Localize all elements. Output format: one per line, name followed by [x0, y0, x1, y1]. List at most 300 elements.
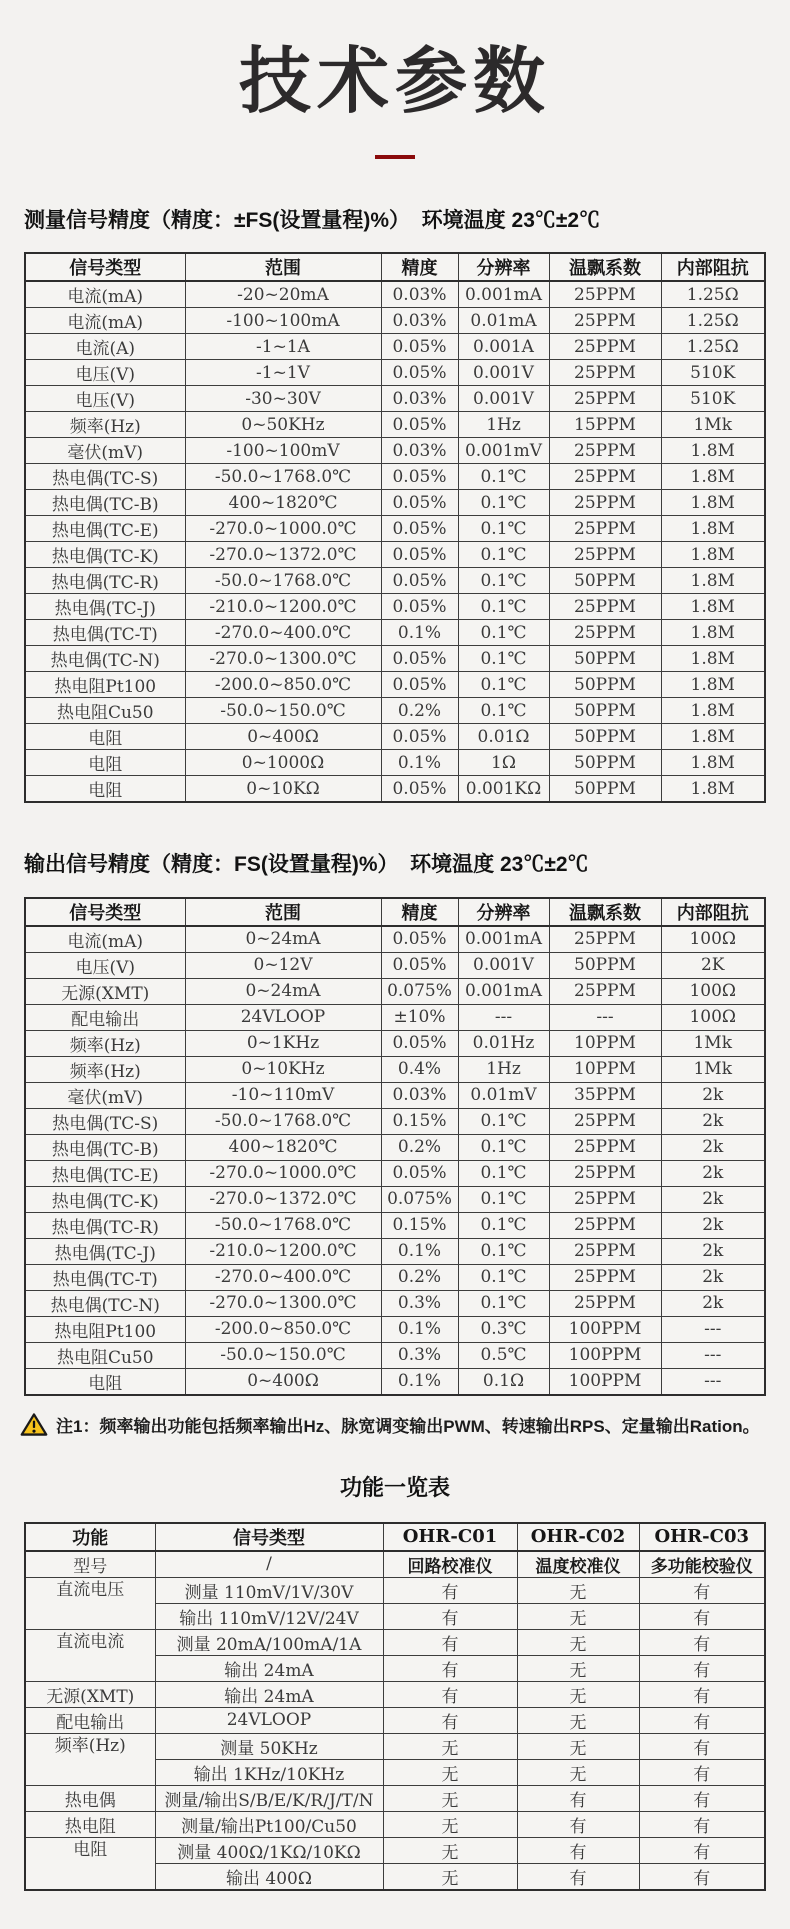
- table-cell: 有: [639, 1837, 765, 1863]
- table-row: [25, 386, 765, 412]
- table-row: [25, 334, 765, 360]
- table-cell: 0.05%: [381, 490, 458, 516]
- column-header: 信号类型: [25, 253, 185, 281]
- table-row: [25, 1160, 765, 1186]
- table-cell: 有: [639, 1681, 765, 1707]
- table-cell: 0.1%: [381, 1316, 458, 1342]
- table-cell: 2k: [661, 1186, 765, 1212]
- table-cell: -100~100mV: [185, 438, 381, 464]
- table-cell: 2k: [661, 1212, 765, 1238]
- table-cell: ---: [661, 1316, 765, 1342]
- column-header: 内部阻抗: [661, 253, 765, 281]
- header-row: [25, 253, 765, 281]
- table-cell: 0.05%: [381, 360, 458, 386]
- table-cell: 0.03%: [381, 308, 458, 334]
- table-cell: 0.001mA: [458, 978, 549, 1004]
- table-cell: 1Hz: [458, 1056, 549, 1082]
- table-cell: 2k: [661, 1082, 765, 1108]
- table-cell: 有: [639, 1577, 765, 1603]
- table-cell: 热电偶(TC-R): [25, 568, 185, 594]
- table-cell: 2k: [661, 1290, 765, 1316]
- table-cell: 有: [639, 1655, 765, 1681]
- table-cell: -210.0~1200.0℃: [185, 1238, 381, 1264]
- table-cell: 2k: [661, 1238, 765, 1264]
- table-cell: 热电偶(TC-R): [25, 1212, 185, 1238]
- table-row: [25, 1785, 765, 1811]
- table-cell: 0~24mA: [185, 926, 381, 953]
- table-cell: 0.075%: [381, 978, 458, 1004]
- table-row: [25, 464, 765, 490]
- table-row: [25, 1811, 765, 1837]
- table-cell: 有: [383, 1681, 517, 1707]
- table-cell: 有: [383, 1577, 517, 1603]
- table-cell: 25PPM: [549, 978, 661, 1004]
- table-cell: 毫伏(mV): [25, 438, 185, 464]
- table-cell: 测量 20mA/100mA/1A: [155, 1629, 383, 1655]
- table-cell: 0.1℃: [458, 1134, 549, 1160]
- table-cell: 有: [517, 1837, 639, 1863]
- table-cell: 0.3℃: [458, 1316, 549, 1342]
- table-cell: 热电偶(TC-E): [25, 1160, 185, 1186]
- table-cell: 热电偶(TC-J): [25, 1238, 185, 1264]
- table-cell: 电压(V): [25, 360, 185, 386]
- table-row: [25, 1316, 765, 1342]
- warning-triangle-icon: [20, 1412, 48, 1437]
- table-cell: -50.0~1768.0℃: [185, 1212, 381, 1238]
- table-cell: 无源(XMT): [25, 1681, 155, 1707]
- table-cell: 0~400Ω: [185, 724, 381, 750]
- header-row: [25, 1523, 765, 1551]
- table-row: [25, 412, 765, 438]
- table-cell: 0.3%: [381, 1290, 458, 1316]
- column-header: 信号类型: [25, 898, 185, 926]
- table-cell: 0~400Ω: [185, 1368, 381, 1395]
- table-row: [25, 281, 765, 308]
- table-row: [25, 724, 765, 750]
- table-row: [25, 952, 765, 978]
- table-row: [25, 1551, 765, 1578]
- table-cell: 无源(XMT): [25, 978, 185, 1004]
- table-cell: 热电偶(TC-N): [25, 646, 185, 672]
- table-cell: 热电阻Cu50: [25, 1342, 185, 1368]
- column-header: 温飘系数: [549, 898, 661, 926]
- table-cell: 输出 400Ω: [155, 1863, 383, 1890]
- table-cell: 100Ω: [661, 978, 765, 1004]
- table-cell: 1.8M: [661, 620, 765, 646]
- table-cell: 无: [517, 1603, 639, 1629]
- table-cell: 1.8M: [661, 464, 765, 490]
- table-cell: -270.0~400.0℃: [185, 1264, 381, 1290]
- table-cell: 0.05%: [381, 464, 458, 490]
- column-header: 范围: [185, 898, 381, 926]
- table-cell: 25PPM: [549, 1134, 661, 1160]
- table-cell: 型号: [25, 1551, 155, 1578]
- table-row: [25, 1212, 765, 1238]
- table-cell: 1.8M: [661, 672, 765, 698]
- table-row: [25, 750, 765, 776]
- table-cell: -10~110mV: [185, 1082, 381, 1108]
- table-cell: 频率(Hz): [25, 1030, 185, 1056]
- table-cell: 配电输出: [25, 1707, 155, 1733]
- table-cell: 0.075%: [381, 1186, 458, 1212]
- table-cell: 有: [383, 1603, 517, 1629]
- table-cell: -270.0~400.0℃: [185, 620, 381, 646]
- table-cell: 0.4%: [381, 1056, 458, 1082]
- table-cell: 无: [517, 1733, 639, 1759]
- table-cell: 0.05%: [381, 334, 458, 360]
- table-row: [25, 776, 765, 803]
- table-cell: 0.3%: [381, 1342, 458, 1368]
- table-cell: 无: [383, 1811, 517, 1837]
- table-cell: 0.001KΩ: [458, 776, 549, 803]
- table-cell: -200.0~850.0℃: [185, 672, 381, 698]
- table-cell: 1.25Ω: [661, 308, 765, 334]
- table-cell: 0.1℃: [458, 1160, 549, 1186]
- table-cell: 0.05%: [381, 516, 458, 542]
- table-cell: 电流(mA): [25, 308, 185, 334]
- table-cell: 电压(V): [25, 952, 185, 978]
- table-cell: 50PPM: [549, 646, 661, 672]
- table-cell: 无: [383, 1759, 517, 1785]
- table-cell: 25PPM: [549, 281, 661, 308]
- table-cell: 1.8M: [661, 594, 765, 620]
- table-row: [25, 542, 765, 568]
- table-cell: 有: [517, 1811, 639, 1837]
- table-cell: 100Ω: [661, 926, 765, 953]
- table-cell: 无: [383, 1837, 517, 1863]
- table-cell: 电压(V): [25, 386, 185, 412]
- table-cell: 400~1820℃: [185, 490, 381, 516]
- table-cell: 电流(A): [25, 334, 185, 360]
- table-cell: 0.001A: [458, 334, 549, 360]
- table-cell: 0.1℃: [458, 1212, 549, 1238]
- table-cell: 0.05%: [381, 542, 458, 568]
- table-cell: 25PPM: [549, 1186, 661, 1212]
- table-cell: 多功能校验仪: [639, 1551, 765, 1578]
- table-cell: 0.001V: [458, 386, 549, 412]
- table-cell: 25PPM: [549, 360, 661, 386]
- table-row: [25, 360, 765, 386]
- table-cell: 100Ω: [661, 1004, 765, 1030]
- table-cell: 有: [383, 1629, 517, 1655]
- table-cell: -270.0~1300.0℃: [185, 646, 381, 672]
- column-header: OHR-C02: [517, 1523, 639, 1551]
- table-cell: 0.001V: [458, 952, 549, 978]
- table-cell: ---: [661, 1342, 765, 1368]
- table-cell: 1Mk: [661, 1030, 765, 1056]
- table-cell: 0.05%: [381, 412, 458, 438]
- table-cell: 热电偶(TC-J): [25, 594, 185, 620]
- table-cell: 有: [639, 1811, 765, 1837]
- table-cell: 电阻: [25, 724, 185, 750]
- table-row: [25, 698, 765, 724]
- table-cell: 1Hz: [458, 412, 549, 438]
- table-cell: 100PPM: [549, 1342, 661, 1368]
- table-cell: 50PPM: [549, 568, 661, 594]
- table-cell: 热电偶(TC-T): [25, 1264, 185, 1290]
- table-cell: 0.03%: [381, 281, 458, 308]
- table-cell: 1Ω: [458, 750, 549, 776]
- table-cell: 输出 24mA: [155, 1655, 383, 1681]
- table-row: [25, 1056, 765, 1082]
- table-cell: 0.05%: [381, 1030, 458, 1056]
- table-cell: 无: [383, 1863, 517, 1890]
- column-header: 功能: [25, 1523, 155, 1551]
- table-cell: 0.1℃: [458, 646, 549, 672]
- table-row: [25, 1186, 765, 1212]
- table-cell: 50PPM: [549, 698, 661, 724]
- table-cell: -50.0~150.0℃: [185, 1342, 381, 1368]
- table-cell: -50.0~1768.0℃: [185, 1108, 381, 1134]
- table-cell: 回路校准仪: [383, 1551, 517, 1578]
- note-text: 注1：频率输出功能包括频率输出Hz、脉宽调变输出PWM、转速输出RPS、定量输出Ration。: [56, 1416, 760, 1436]
- table-cell: 0.01Ω: [458, 724, 549, 750]
- page-title: 技术参数: [238, 42, 551, 122]
- table-cell: 25PPM: [549, 1238, 661, 1264]
- table-cell: 热电偶(TC-K): [25, 1186, 185, 1212]
- table-cell: 热电偶(TC-B): [25, 1134, 185, 1160]
- table-cell: 电阻: [25, 750, 185, 776]
- table-cell: 0.1%: [381, 620, 458, 646]
- table-cell: -50.0~150.0℃: [185, 698, 381, 724]
- table-cell: 0.15%: [381, 1212, 458, 1238]
- column-header: 分辨率: [458, 253, 549, 281]
- table-cell: ---: [458, 1004, 549, 1030]
- table-cell: 有: [639, 1863, 765, 1890]
- function-list-heading: 功能一览表: [339, 1474, 450, 1500]
- table-row: [25, 1134, 765, 1160]
- table-cell: 50PPM: [549, 952, 661, 978]
- table-cell: 热电偶(TC-S): [25, 1108, 185, 1134]
- table-cell: 1.8M: [661, 646, 765, 672]
- table-cell: 0.1℃: [458, 672, 549, 698]
- table-cell: 25PPM: [549, 594, 661, 620]
- table-cell: -270.0~1372.0℃: [185, 1186, 381, 1212]
- merged-cell: 直流电流: [25, 1629, 155, 1681]
- table-cell: 0.01Hz: [458, 1030, 549, 1056]
- table-cell: 0.1℃: [458, 542, 549, 568]
- table-cell: 0.2%: [381, 1134, 458, 1160]
- output-accuracy-heading: 输出信号精度（精度：FS(设置量程)%） 环境温度 23℃±2℃: [24, 853, 589, 877]
- table-cell: 热电阻Cu50: [25, 698, 185, 724]
- table-cell: 50PPM: [549, 672, 661, 698]
- table-cell: 10PPM: [549, 1056, 661, 1082]
- table-cell: 510K: [661, 386, 765, 412]
- table-cell: 电阻: [25, 1368, 185, 1395]
- table-row: [25, 1368, 765, 1395]
- table-row: [25, 1238, 765, 1264]
- table-cell: 0.1℃: [458, 490, 549, 516]
- table-cell: 25PPM: [549, 438, 661, 464]
- merged-cell: 电阻: [25, 1837, 155, 1890]
- column-header: 温飘系数: [549, 253, 661, 281]
- table-cell: 25PPM: [549, 386, 661, 412]
- function-list-table: [24, 1522, 766, 1891]
- table-cell: 无: [517, 1577, 639, 1603]
- table-cell: -200.0~850.0℃: [185, 1316, 381, 1342]
- table-row: [25, 568, 765, 594]
- table-cell: 0.1℃: [458, 1290, 549, 1316]
- table-cell: 0.5℃: [458, 1342, 549, 1368]
- table-cell: 0.1Ω: [458, 1368, 549, 1395]
- table-cell: 热电偶(TC-N): [25, 1290, 185, 1316]
- table-cell: 0.05%: [381, 594, 458, 620]
- table-row: [25, 308, 765, 334]
- table-cell: 0.05%: [381, 926, 458, 953]
- table-cell: 测量 110mV/1V/30V: [155, 1577, 383, 1603]
- measurement-accuracy-heading: 测量信号精度（精度：±FS(设置量程)%） 环境温度 23℃±2℃: [24, 209, 601, 233]
- table-cell: 35PPM: [549, 1082, 661, 1108]
- title-divider: [375, 155, 415, 159]
- table-cell: 1.8M: [661, 750, 765, 776]
- table-cell: 1.25Ω: [661, 334, 765, 360]
- header-row: [25, 898, 765, 926]
- table-row: [25, 1030, 765, 1056]
- table-row: [25, 1082, 765, 1108]
- table-cell: 配电输出: [25, 1004, 185, 1030]
- table-cell: -210.0~1200.0℃: [185, 594, 381, 620]
- table-cell: 无: [517, 1759, 639, 1785]
- table-cell: -30~30V: [185, 386, 381, 412]
- table-cell: 热电偶(TC-T): [25, 620, 185, 646]
- table-cell: 电流(mA): [25, 926, 185, 953]
- table-cell: 400~1820℃: [185, 1134, 381, 1160]
- table-cell: 0.05%: [381, 568, 458, 594]
- table-cell: -270.0~1000.0℃: [185, 1160, 381, 1186]
- table-cell: 有: [639, 1759, 765, 1785]
- column-header: 精度: [381, 898, 458, 926]
- table-cell: -1~1A: [185, 334, 381, 360]
- table-cell: 0.03%: [381, 1082, 458, 1108]
- table-row: [25, 1707, 765, 1733]
- table-row: [25, 646, 765, 672]
- table-cell: 无: [517, 1629, 639, 1655]
- table-cell: ±10%: [381, 1004, 458, 1030]
- table-cell: 0~24mA: [185, 978, 381, 1004]
- table-cell: 0.05%: [381, 776, 458, 803]
- table-cell: 1.8M: [661, 698, 765, 724]
- table-row: [25, 1629, 765, 1655]
- table-cell: 1.8M: [661, 568, 765, 594]
- merged-cell: 频率(Hz): [25, 1733, 155, 1785]
- table-cell: 2k: [661, 1264, 765, 1290]
- table-cell: 热电偶(TC-S): [25, 464, 185, 490]
- table-row: [25, 1290, 765, 1316]
- table-cell: 0.001mA: [458, 926, 549, 953]
- table-cell: 2K: [661, 952, 765, 978]
- table-cell: 1Mk: [661, 412, 765, 438]
- table-cell: -20~20mA: [185, 281, 381, 308]
- table-cell: -1~1V: [185, 360, 381, 386]
- table-cell: 0~12V: [185, 952, 381, 978]
- table-cell: 25PPM: [549, 620, 661, 646]
- table-cell: 1.25Ω: [661, 281, 765, 308]
- table-cell: 测量 400Ω/1KΩ/10KΩ: [155, 1837, 383, 1863]
- table-cell: 1.8M: [661, 490, 765, 516]
- table-cell: 0.1℃: [458, 568, 549, 594]
- column-header: 精度: [381, 253, 458, 281]
- table-cell: 50PPM: [549, 776, 661, 803]
- table-cell: ---: [661, 1368, 765, 1395]
- table-cell: 有: [639, 1785, 765, 1811]
- table-cell: 热电偶(TC-E): [25, 516, 185, 542]
- table-cell: 25PPM: [549, 516, 661, 542]
- table-cell: 有: [517, 1785, 639, 1811]
- table-cell: 24VLOOP: [155, 1707, 383, 1733]
- table-cell: 频率(Hz): [25, 1056, 185, 1082]
- table-cell: 0.05%: [381, 952, 458, 978]
- table-cell: 100PPM: [549, 1316, 661, 1342]
- table-cell: 热电阻Pt100: [25, 1316, 185, 1342]
- table-cell: 毫伏(mV): [25, 1082, 185, 1108]
- table-cell: 有: [639, 1603, 765, 1629]
- table-cell: 0.001V: [458, 360, 549, 386]
- table-row: [25, 620, 765, 646]
- column-header: OHR-C01: [383, 1523, 517, 1551]
- table-cell: 25PPM: [549, 926, 661, 953]
- table-cell: 0.1℃: [458, 464, 549, 490]
- table-cell: 0.01mV: [458, 1082, 549, 1108]
- table-cell: 0.1%: [381, 1238, 458, 1264]
- table-cell: 2k: [661, 1134, 765, 1160]
- table-row: [25, 978, 765, 1004]
- table-cell: 0.1℃: [458, 1264, 549, 1290]
- table-row: [25, 1108, 765, 1134]
- table-cell: 0.1℃: [458, 698, 549, 724]
- table-cell: 1.8M: [661, 724, 765, 750]
- table-cell: 25PPM: [549, 1108, 661, 1134]
- table-cell: 0.1℃: [458, 594, 549, 620]
- table-cell: 测量/输出S/B/E/K/R/J/T/N: [155, 1785, 383, 1811]
- table-cell: 0.05%: [381, 646, 458, 672]
- table-cell: 无: [383, 1785, 517, 1811]
- table-cell: 0~50KHz: [185, 412, 381, 438]
- table-cell: 0.1℃: [458, 1238, 549, 1264]
- table-cell: 频率(Hz): [25, 412, 185, 438]
- table-cell: -270.0~1372.0℃: [185, 542, 381, 568]
- table-cell: 0.01mA: [458, 308, 549, 334]
- table-cell: 510K: [661, 360, 765, 386]
- table-cell: 25PPM: [549, 1212, 661, 1238]
- table-row: [25, 1733, 765, 1759]
- table-cell: 热电阻Pt100: [25, 672, 185, 698]
- table-cell: 无: [517, 1707, 639, 1733]
- table-cell: 0.1℃: [458, 1108, 549, 1134]
- table-cell: 有: [639, 1733, 765, 1759]
- column-header: 范围: [185, 253, 381, 281]
- table-cell: 0.15%: [381, 1108, 458, 1134]
- table-cell: 0.2%: [381, 698, 458, 724]
- table-cell: /: [155, 1551, 383, 1578]
- table-cell: 温度校准仪: [517, 1551, 639, 1578]
- table-cell: 0.05%: [381, 1160, 458, 1186]
- table-cell: -100~100mA: [185, 308, 381, 334]
- table-cell: 电阻: [25, 776, 185, 803]
- table-cell: 2k: [661, 1108, 765, 1134]
- table-cell: 15PPM: [549, 412, 661, 438]
- table-cell: 0.03%: [381, 386, 458, 412]
- table-cell: 50PPM: [549, 750, 661, 776]
- table-cell: 25PPM: [549, 1160, 661, 1186]
- table-cell: 电流(mA): [25, 281, 185, 308]
- table-row: [25, 1837, 765, 1863]
- table-cell: 1.8M: [661, 516, 765, 542]
- table-cell: 热电偶: [25, 1785, 155, 1811]
- table-cell: -50.0~1768.0℃: [185, 568, 381, 594]
- table-cell: 1.8M: [661, 776, 765, 803]
- table-cell: 0~1000Ω: [185, 750, 381, 776]
- table-cell: 无: [517, 1681, 639, 1707]
